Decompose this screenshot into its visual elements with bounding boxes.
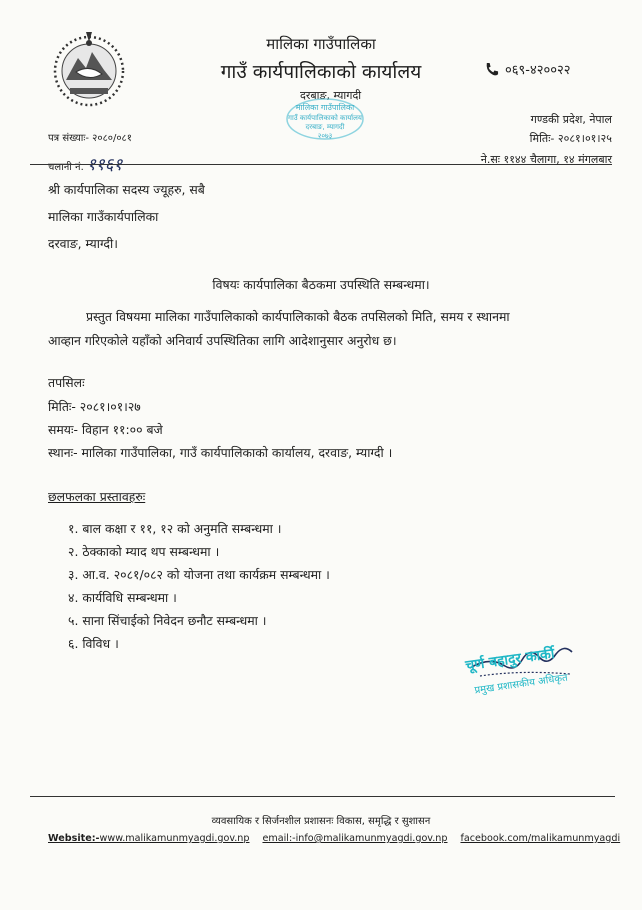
phone-icon <box>484 62 499 77</box>
phone-contact <box>484 60 571 78</box>
office-stamp <box>284 96 366 142</box>
stamp-line3: दरबाङ, म्यागदी <box>305 123 345 131</box>
signatory-title: प्रमुख प्रशासकीय अधिकृत <box>473 672 569 697</box>
letter-number: पत्र संख्याः- २०८०/०८१ <box>48 133 132 144</box>
recipient-line-2: मालिका गाउँकार्यपालिका <box>48 209 159 224</box>
body-line-2: आव्हान गरिएकोले यहाँको अनिवार्य उपस्थितिका लागि आदेशानुसार अनुरोध छ। <box>48 333 397 348</box>
office-name: गाउँ कार्यपालिकाको कार्यालय <box>220 61 422 83</box>
province-name: गण्डकी प्रदेश, नेपाल <box>530 113 612 126</box>
stamp-year: २०७३ <box>317 132 333 140</box>
nepal-sambat-date: ने.सः ११४४ चैलागा, १४ मंगलबार <box>480 153 612 166</box>
signatory-name: चूर्ण बहादुर कार्की <box>464 645 556 675</box>
municipality-name: मालिका गाउँपालिका <box>266 35 376 53</box>
agenda-item: २. ठेक्काको म्याद थप सम्बन्धमा । <box>68 544 220 559</box>
meeting-time: समयः- विहान ११:०० बजे <box>48 422 163 437</box>
dispatch-number-handwritten: ११६१ <box>86 155 123 175</box>
agenda-heading: छलफलका प्रस्तावहरुः <box>48 489 146 504</box>
facebook-link[interactable]: facebook.com/malikamunmyagdi <box>460 833 621 844</box>
agenda-item: ३. आ.व. २०८१/०८२ को योजना तथा कार्यक्रम सम्बन्धमा । <box>68 567 330 582</box>
footer-motto: व्यवसायिक र सिर्जनशील प्रशासनः विकास, समृद्धि र सुशासन <box>211 816 431 827</box>
body-line-1: प्रस्तुत विषयमा मालिका गाउँपालिकाको कार्यपालिकाको बैठक तपसिलको मिति, समय र स्थानमा <box>86 309 510 324</box>
stamp-line1: मालिका गाउँपालिका <box>295 103 355 112</box>
agenda-item: १. बाल कक्षा र ११, १२ को अनुमति सम्बन्धमा । <box>68 521 282 536</box>
website-label: Website:- <box>48 833 100 844</box>
meeting-place: स्थानः- मालिका गाउँपालिका, गाउँ कार्यपालिकाको कार्यालय, दरवाङ, म्याग्दी । <box>48 445 393 460</box>
dispatch-label: चलानी नं. <box>48 162 84 173</box>
website-link[interactable] <box>48 833 249 844</box>
subject-line: विषयः कार्यपालिका बैठकमा उपस्थिति सम्बन्धमा। <box>212 277 430 292</box>
header-divider <box>30 164 612 165</box>
agenda-item: ५. साना सिंचाईको निवेदन छनौट सम्बन्धमा । <box>68 613 267 628</box>
recipient-line-3: दरवाङ, म्याग्दी। <box>48 236 118 251</box>
meeting-date: मितिः- २०८१।०१।२७ <box>48 399 141 414</box>
recipient-line-1: श्री कार्यपालिका सदस्य ज्यूहरु, सबै <box>48 182 205 197</box>
letter-date: मितिः- २०८१।०१।२५ <box>529 132 612 145</box>
office-location: दरबाङ, म्यागदी <box>300 89 362 102</box>
phone-number: ०६९-४२००२२ <box>505 63 571 78</box>
footer-divider <box>30 796 615 797</box>
email-label: email:- <box>262 833 296 844</box>
website-url: www.malikamunmyagdi.gov.np <box>99 833 250 844</box>
details-heading: तपसिलः <box>48 375 85 390</box>
agenda-item: ६. विविध । <box>68 636 119 651</box>
stamp-line2: गाउँ कार्यपालिकाको कार्यालय <box>288 114 362 122</box>
agenda-item: ४. कार्यविधि सम्बन्धमा । <box>68 590 177 605</box>
footer-links <box>48 833 620 844</box>
email-link[interactable] <box>262 833 447 844</box>
email-address: info@malikamunmyagdi.gov.np <box>295 833 448 844</box>
